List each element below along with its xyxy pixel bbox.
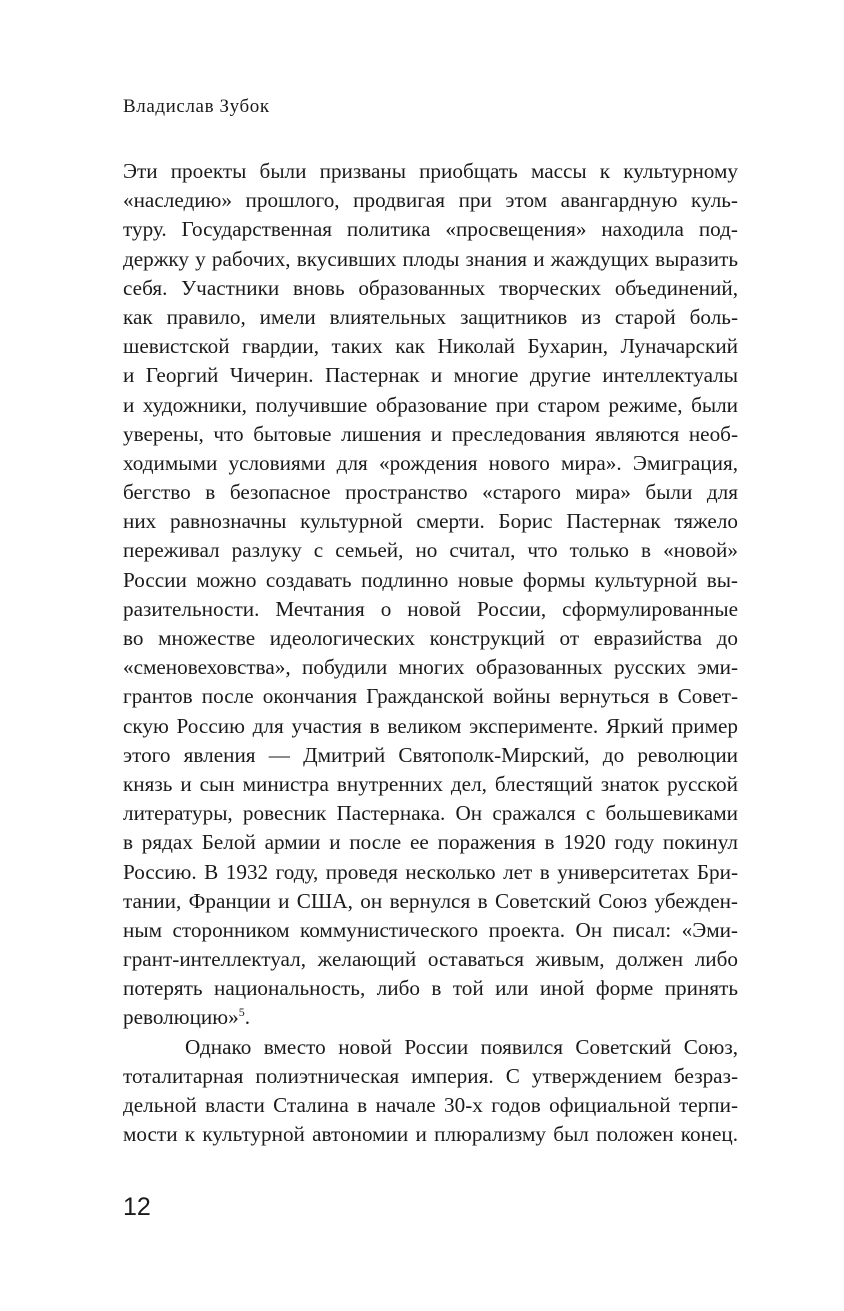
text-line: во множестве идеологических конструкций от евразийства до — [123, 626, 738, 650]
text-line: Россию. В 1932 году, проведя несколько лет в университетах Бри- — [123, 859, 738, 884]
text-line: разительности. Мечтания о новой России, сформулированные — [123, 596, 738, 621]
text-line: них равнозначны культурной смерти. Борис Пастернак тяжело — [123, 509, 738, 534]
text-line: «сменовеховства», побудили многих образованных русских эми- — [123, 655, 738, 680]
text-line: Однако вместо новой России появился Советский Союз, — [185, 1034, 738, 1059]
text-line: ным сторонником коммунистического проекта. Он писал: «Эми- — [123, 917, 738, 942]
text-line: в рядах Белой армии и после ее поражения в 1920 году покинул — [123, 830, 738, 855]
text-line: скую Россию для участия в великом эксперименте. Яркий пример — [123, 713, 738, 738]
text-line: уверены, что бытовые лишения и преследования являются необ- — [123, 421, 738, 446]
paragraph-2 — [123, 1033, 738, 1150]
text-line: литературы, ровесник Пастернака. Он сражался с большевиками — [123, 801, 738, 826]
text-line: ходимыми условиями для «рождения нового мира». Эмиграция, — [123, 450, 738, 475]
text-line: Эти проекты были призваны приобщать массы к культурному — [123, 159, 738, 183]
text-line: и художники, получившие образование при старом режиме, были — [123, 392, 738, 417]
text-line: и Георгий Чичерин. Пастернак и многие другие интеллектуалы — [123, 363, 738, 388]
text-line: дельной власти Сталина в начале 30-х годов официальной терпи- — [123, 1093, 738, 1117]
paragraph-1 — [123, 157, 738, 1033]
page-number: 12 — [123, 1193, 151, 1221]
footnote-marker[interactable]: 5 — [238, 1005, 245, 1020]
text-line: мости к культурной автономии и плюрализму был положен конец. — [123, 1122, 738, 1147]
body-text — [123, 157, 738, 1149]
text-line: туру. Государственная политика «просвещения» находила под- — [123, 217, 738, 242]
text-line: себя. Участники вновь образованных творческих объединений, — [123, 275, 738, 300]
text-line: переживал разлуку с семьей, но считал, что только в «новой» — [123, 538, 738, 563]
text-line: тании, Франции и США, он вернулся в Советский Союз убежден- — [123, 888, 738, 913]
text-line: князь и сын министра внутренних дел, блестящий знаток русской — [123, 771, 738, 796]
text-line: как правило, имели влиятельных защитников из старой боль- — [123, 304, 738, 329]
text-line: грантов после окончания Гражданской войны вернуться в Совет- — [123, 684, 738, 709]
text-line: тоталитарная полиэтническая империя. С утверждением безраз- — [123, 1063, 738, 1088]
text-line: бегство в безопасное пространство «старого мира» были для — [123, 480, 738, 505]
text-line: потерять национальность, либо в той или иной форме принять — [123, 976, 738, 1001]
text-line: держку у рабочих, вкусивших плоды знания и жаждущих выразить — [123, 246, 738, 271]
text-line: этого явления — Дмитрий Святополк-Мирский, до революции — [123, 742, 738, 767]
text-line: шевистской гвардии, таких как Николай Бухарин, Луначарский — [123, 334, 738, 359]
text-line: «наследию» прошлого, продвигая при этом авангардную куль- — [123, 188, 738, 213]
running-head: Владислав Зубок — [123, 96, 270, 117]
text-line: грант-интеллектуал, желающий оставаться живым, должен либо — [123, 947, 738, 972]
text-line: революцию»$^5$. — [123, 1005, 250, 1030]
last-line-text: революцию» — [123, 1005, 239, 1030]
text-line: России можно создавать подлинно новые формы культурной вы- — [123, 567, 738, 592]
